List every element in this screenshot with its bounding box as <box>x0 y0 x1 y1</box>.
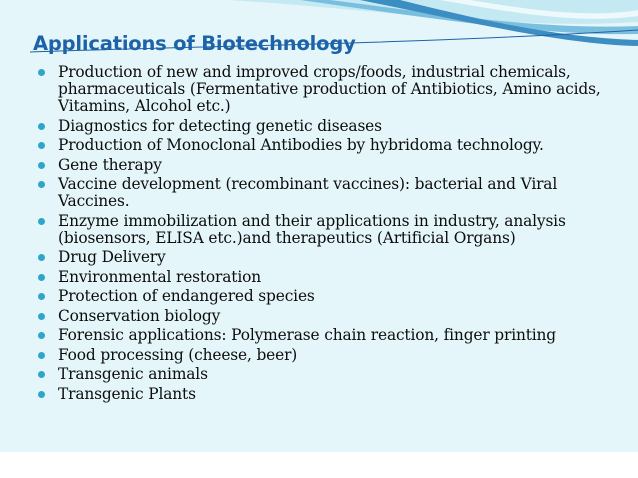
list-item <box>38 157 613 174</box>
bullet-icon <box>38 181 45 188</box>
bullet-text: Gene therapy <box>58 155 162 174</box>
bullet-text: Protection of endangered species <box>58 287 315 305</box>
bullet-icon <box>38 218 45 225</box>
bullet-icon <box>38 332 45 339</box>
list-item <box>38 288 613 305</box>
bullet-text: Transgenic animals <box>58 365 208 383</box>
bullet-text: Production of new and improved crops/foods, industrial chemicals, pharmaceuticals (Fermentative production of Antibiotics, Amino acids, Vitamins, Alcohol etc.) <box>58 63 601 115</box>
bullet-icon <box>38 142 45 149</box>
bullet-list <box>38 64 613 405</box>
bullet-text: Diagnostics for detecting genetic diseases <box>58 116 382 135</box>
list-item <box>38 269 613 286</box>
bullet-icon <box>38 371 45 378</box>
bullet-text: Transgenic Plants <box>58 384 196 403</box>
list-item <box>38 137 613 154</box>
bullet-text: Environmental restoration <box>58 267 261 286</box>
bullet-text: Vaccine development (recombinant vaccines): bacterial and Viral Vaccines. <box>58 175 558 210</box>
list-item <box>38 118 613 135</box>
bullet-text: Drug Delivery <box>58 248 166 266</box>
list-item <box>38 366 613 383</box>
bullet-text: Production of Monoclonal Antibodies by hybridoma technology. <box>58 136 544 154</box>
bullet-icon <box>38 293 45 300</box>
bullet-icon <box>38 391 45 398</box>
bullet-icon <box>38 162 45 169</box>
bullet-text: Food processing (cheese, beer) <box>58 345 298 364</box>
bullet-icon <box>38 313 45 320</box>
bullet-text: Conservation biology <box>58 306 221 325</box>
list-item <box>38 64 613 115</box>
list-item <box>38 249 613 266</box>
bullet-icon <box>38 69 45 76</box>
list-item <box>38 308 613 325</box>
bullet-text: Enzyme immobilization and their applications in industry, analysis (biosensors, ELISA etc.)and therapeutics (Artificial Organs) <box>58 211 566 247</box>
list-item <box>38 386 613 403</box>
bullet-text: Forensic applications: Polymerase chain reaction, finger printing <box>58 326 557 344</box>
list-item <box>38 176 613 210</box>
list-item <box>38 347 613 364</box>
bullet-icon <box>38 352 45 359</box>
list-item <box>38 213 613 247</box>
bullet-icon <box>38 254 45 261</box>
bullet-icon <box>38 274 45 281</box>
bullet-icon <box>38 123 45 130</box>
slide-title: Applications of Biotechnology <box>33 32 356 55</box>
list-item <box>38 327 613 344</box>
